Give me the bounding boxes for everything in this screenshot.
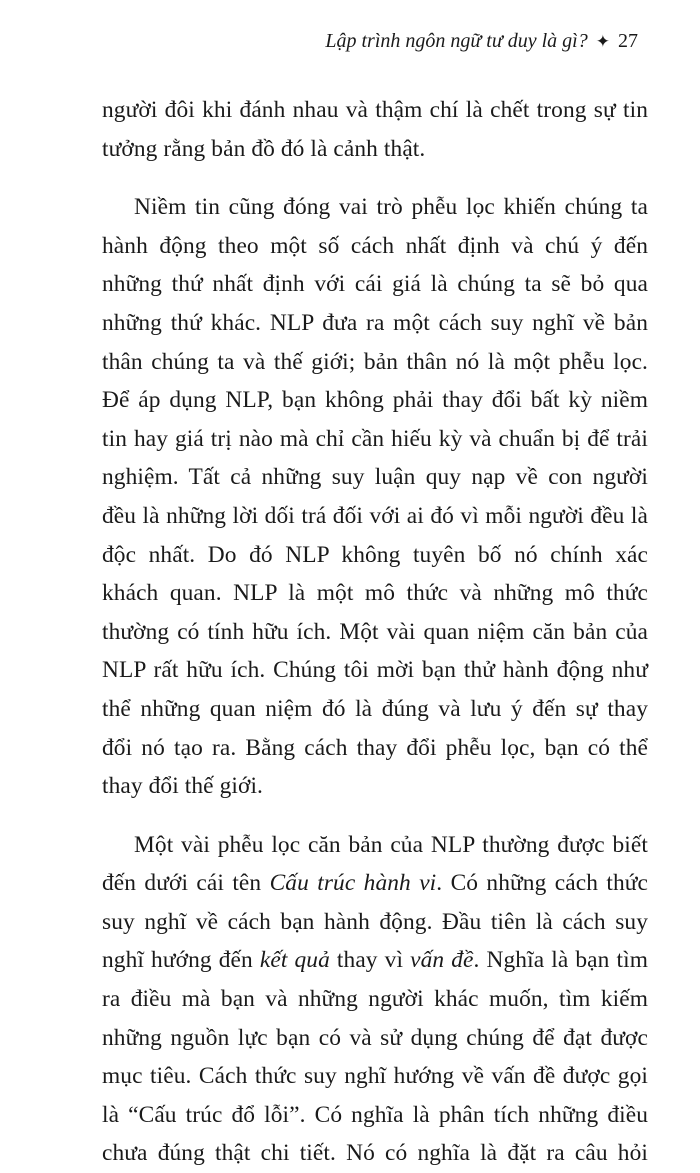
chapter-title: Lập trình ngôn ngữ tư duy là gì? xyxy=(325,30,588,52)
separator-ornament: ✦ xyxy=(595,32,610,51)
text-line: đều là những lời dối trá đối với ai đó vì mỗi người đều là xyxy=(102,502,648,529)
text-line: khách quan. NLP là một mô thức và những mô thức xyxy=(102,580,648,607)
text-line: thể những quan niệm đó là đúng và lưu ý đến sự thay xyxy=(102,695,648,722)
text-line: thường có tính hữu ích. Một vài quan niệm căn bản của xyxy=(102,618,648,645)
text-line: những thứ khác. NLP đưa ra một cách suy nghĩ về bản xyxy=(102,309,648,336)
body-text xyxy=(102,91,648,1173)
text-line: thân chúng ta và thế giới; bản thân nó là một phễu lọc. xyxy=(102,348,648,375)
text-line: đổi nó tạo ra. Bằng cách thay đổi phễu lọc, bạn có thể xyxy=(102,734,648,761)
text-line xyxy=(102,941,648,980)
text-line: Một vài phễu lọc căn bản của NLP thường được biết xyxy=(134,831,648,858)
text-line: những thứ nhất định với cái giá là chúng ta sẽ bỏ qua xyxy=(102,271,648,298)
text-line: NLP rất hữu ích. Chúng tôi mời bạn thử hành động như xyxy=(102,657,648,684)
text-line: mục tiêu. Cách thức suy nghĩ hướng về vấn đề được gọi xyxy=(102,1063,648,1090)
text-run: nghĩ hướng đến xyxy=(102,947,260,974)
text-line: chưa đúng thật chi tiết. Nó có nghĩa là đặt ra câu hỏi xyxy=(102,1140,648,1167)
text-line: suy nghĩ về cách bạn hành động. Đầu tiên là cách suy xyxy=(102,908,648,935)
paragraph-beliefs xyxy=(102,188,648,806)
text-line: hành động theo một số cách nhất định và chú ý đến xyxy=(102,232,648,259)
text-line: là “Cấu trúc đổ lỗi”. Có nghĩa là phân tích những điều xyxy=(102,1101,648,1128)
text-run: . Nghĩa là bạn tìm xyxy=(473,947,648,974)
page-number: 27 xyxy=(618,30,638,52)
italic-term: Cấu trúc hành vi xyxy=(269,870,437,897)
italic-term: kết quả xyxy=(259,947,330,974)
text-run: thay vì xyxy=(329,947,411,974)
text-line xyxy=(102,864,648,903)
text-line: tưởng rằng bản đồ đó là cảnh thật. xyxy=(102,135,426,162)
italic-term: vấn đề xyxy=(410,947,474,974)
paragraph-continuation xyxy=(102,91,648,168)
text-line: tin hay giá trị nào mà chỉ cần hiếu kỳ và chuẩn bị để trải xyxy=(102,425,648,452)
text-line: người đôi khi đánh nhau và thậm chí là chết trong sự tin xyxy=(102,97,648,123)
running-header xyxy=(325,30,638,53)
text-run: . Có những cách thức xyxy=(436,870,648,897)
text-line: ra điều mà bạn và những người khác muốn, tìm kiếm xyxy=(102,986,648,1013)
text-line: nghiệm. Tất cả những suy luận quy nạp về con người xyxy=(102,464,648,491)
text-line: thay đổi thế giới. xyxy=(102,773,263,800)
paragraph-filters xyxy=(102,826,648,1173)
text-run: đến dưới cái tên xyxy=(102,870,270,897)
text-line: Niềm tin cũng đóng vai trò phễu lọc khiến chúng ta xyxy=(134,194,648,221)
text-line: những nguồn lực bạn có và sử dụng chúng để đạt được xyxy=(102,1024,648,1051)
text-line: Để áp dụng NLP, bạn không phải thay đổi bất kỳ niềm xyxy=(102,387,648,414)
text-line: độc nhất. Do đó NLP không tuyên bố nó chính xác xyxy=(102,541,648,568)
